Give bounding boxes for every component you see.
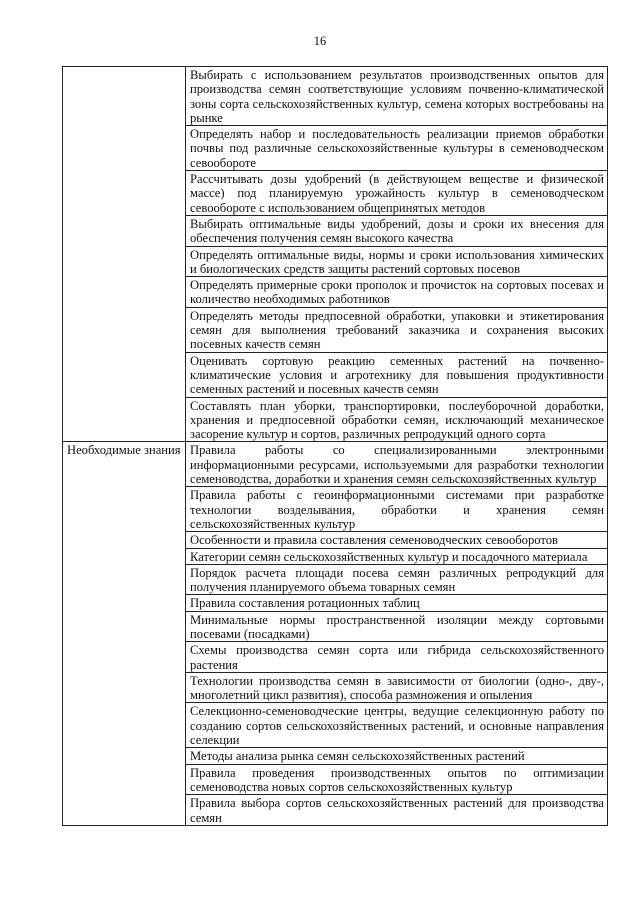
table-cell-item: Особенности и правила составления семеноводческих севооборотов <box>186 532 608 548</box>
table-cell-item: Рассчитывать дозы удобрений (в действующем веществе и физической массе) под планируемую урожайность культур в семеноводческом севообороте с использованием общепринятых методов <box>186 171 608 216</box>
table-cell-item: Определять набор и последовательность реализации приемов обработки почвы под различные сельскохозяйственные культуры в семеноводческом севообороте <box>186 126 608 171</box>
table-cell-item: Схемы производства семян сорта или гибрида сельскохозяйственного растения <box>186 642 608 673</box>
table-cell-item: Выбирать с использованием результатов производственных опытов для производства семян соответствующие условиям почвенно-климатической зоны сорта сельскохозяйственных культур, семена которых востребованы на рынке <box>186 67 608 126</box>
table-cell-item: Технологии производства семян в зависимости от биологии (одно-, дву-, многолетний цикл развития), способа размножения и опыления <box>186 672 608 703</box>
table-cell-item: Правила работы со специализированными электронными информационными ресурсами, используемыми для разработки технологии семеноводства, доработки и хранения семян сельскохозяйственных культур <box>186 442 608 487</box>
table-cell-item: Правила проведения производственных опытов по оптимизации семеноводства новых сортов сельскохозяйственных культур <box>186 764 608 795</box>
table-cell-item: Категории семян сельскохозяйственных культур и посадочного материала <box>186 548 608 564</box>
table-cell-item: Методы анализа рынка семян сельскохозяйственных растений <box>186 748 608 764</box>
table-cell-item: Определять оптимальные виды, нормы и сроки использования химических и биологических средств защиты растений сортовых посевов <box>186 246 608 277</box>
table-cell-item: Составлять план уборки, транспортировки, послеуборочной доработки, хранения и предпосевной обработки семян, исключающий механическое засорение культур и сортов, различных репродукций одного сорта <box>186 397 608 442</box>
table-cell-item: Минимальные нормы пространственной изоляции между сортовыми посевами (посадками) <box>186 611 608 642</box>
table-cell-item: Селекционно-семеноводческие центры, ведущие селекционную работу по созданию сортов сельскохозяйственных растений, и основные направления селекции <box>186 703 608 748</box>
table-cell-item: Порядок расчета площади посева семян различных репродукций для получения планируемого объема товарных семян <box>186 564 608 595</box>
table-cell-item: Оценивать сортовую реакцию семенных растений на почвенно-климатические условия и агротехнику для повышения продуктивности семенных растений и посевных качеств семян <box>186 352 608 397</box>
table-cell-item: Правила составления ротационных таблиц <box>186 595 608 611</box>
table-cell-item: Определять примерные сроки прополок и прочисток на сортовых посевах и количество необходимых работников <box>186 277 608 308</box>
row-label-skills <box>63 67 186 442</box>
table-cell-item: Выбирать оптимальные виды удобрений, дозы и сроки их внесения для обеспечения получения семян высокого качества <box>186 215 608 246</box>
table-cell-item: Определять методы предпосевной обработки, упаковки и этикетирования семян для выполнения требований заказчика и сохранения высоких посевных качеств семян <box>186 307 608 352</box>
table-row <box>63 442 608 487</box>
table-cell-item: Правила выбора сортов сельскохозяйственных растений для производства семян <box>186 795 608 826</box>
table-row <box>63 67 608 126</box>
requirements-table <box>62 66 608 826</box>
table-cell-item: Правила работы с геоинформационными системами при разработке технологии возделывания, обработки и хранения семян сельскохозяйственных культур <box>186 487 608 532</box>
row-label-knowledge: Необходимые знания <box>63 442 186 825</box>
page-number: 16 <box>313 34 327 48</box>
